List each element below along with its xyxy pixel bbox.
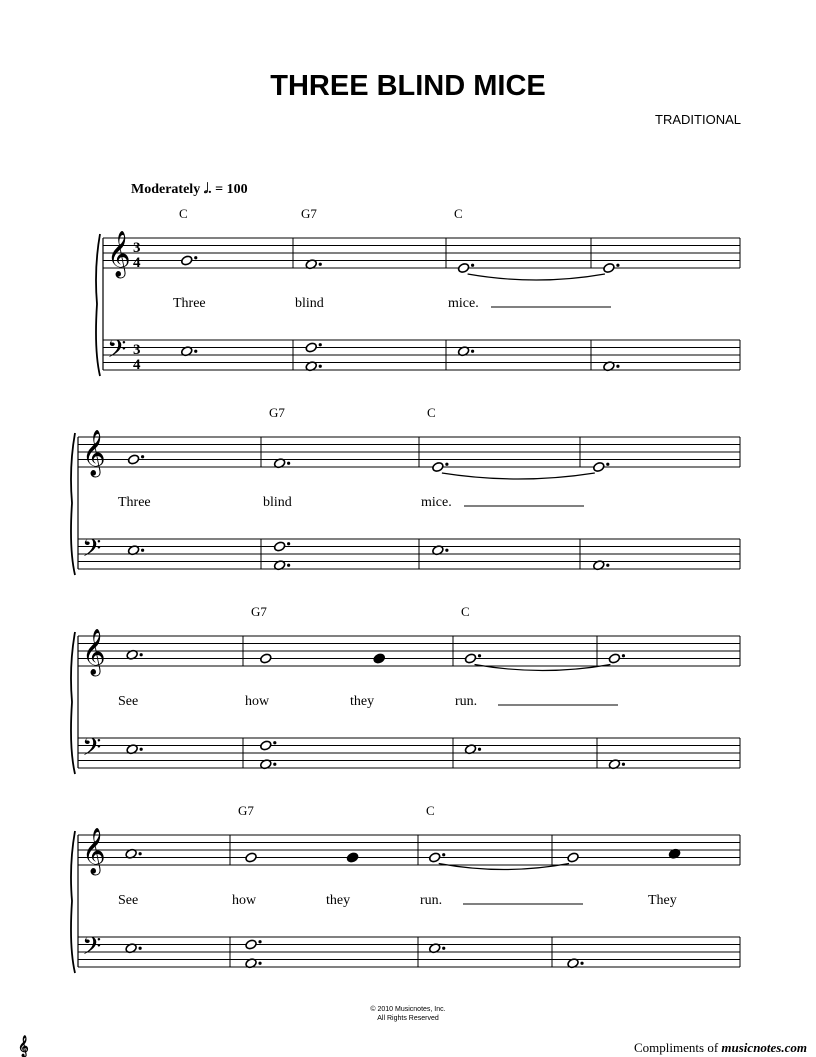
note-head	[432, 461, 445, 472]
bass-clef-icon: 𝄢	[82, 932, 102, 967]
bass-staff	[78, 539, 740, 569]
composer-credit: TRADITIONAL	[655, 112, 741, 127]
bass-staff	[103, 340, 740, 370]
note-head	[428, 852, 441, 863]
lyric-syllable: blind	[263, 495, 292, 510]
augmentation-dot	[194, 256, 197, 259]
augmentation-dot	[319, 365, 322, 368]
note-head	[259, 653, 272, 664]
lyric-syllable: blind	[295, 296, 324, 311]
treble-staff	[103, 238, 740, 268]
note-head	[245, 852, 258, 863]
lyric-syllable: they	[326, 893, 351, 908]
lyric-syllable: how	[245, 694, 270, 709]
note-head	[567, 852, 580, 863]
lyric-syllable: See	[118, 694, 139, 709]
augmentation-dot	[622, 763, 625, 766]
music-system	[71, 803, 740, 973]
augmentation-dot	[478, 654, 481, 657]
treble-clef-icon: 𝄞	[82, 629, 106, 675]
lyric-syllable: Three	[173, 296, 206, 311]
lyric-syllable: they	[350, 694, 375, 709]
treble-clef-icon: 𝄞	[107, 231, 131, 277]
augmentation-dot	[258, 940, 261, 943]
augmentation-dot	[445, 463, 448, 466]
tempo-bpm: = 100	[215, 182, 248, 197]
note-head	[127, 454, 140, 465]
time-signature-denominator: 4	[133, 255, 141, 271]
augmentation-dot	[258, 962, 261, 965]
lyric-syllable: Three	[118, 495, 151, 510]
chord-symbol: G7	[301, 206, 317, 221]
note-head	[346, 852, 359, 863]
chord-symbol: C	[454, 206, 463, 221]
chord-symbol: C	[427, 405, 436, 420]
augmentation-dot	[616, 264, 619, 267]
note-head	[180, 255, 193, 266]
chord-symbol: G7	[269, 405, 285, 420]
augmentation-dot	[287, 462, 290, 465]
music-system	[71, 604, 740, 774]
footer-credit	[634, 1040, 807, 1056]
lyric-syllable: See	[118, 893, 139, 908]
augmentation-dot	[606, 463, 609, 466]
tie	[468, 274, 605, 280]
tie	[442, 473, 595, 479]
treble-clef-icon: 𝄞	[82, 828, 106, 874]
augmentation-dot	[287, 542, 290, 545]
rights-line: All Rights Reserved	[377, 1015, 439, 1022]
augmentation-dot	[471, 350, 474, 353]
note-head	[608, 653, 621, 664]
time-signature-numerator: 3	[133, 342, 141, 358]
augmentation-dot	[442, 853, 445, 856]
time-signature-denominator: 4	[133, 357, 141, 373]
augmentation-dot	[140, 653, 143, 656]
augmentation-dot	[616, 365, 619, 368]
lyric-syllable: mice.	[448, 296, 479, 311]
musicnotes-logo-icon: 𝄞	[18, 1036, 29, 1057]
bass-clef-icon: 𝄢	[107, 335, 127, 370]
augmentation-dot	[141, 549, 144, 552]
bass-staff	[78, 738, 740, 768]
copyright-line: © 2010 Musicnotes, Inc.	[370, 1006, 446, 1013]
treble-clef-icon: 𝄞	[82, 430, 106, 476]
footer-site-link[interactable]: musicnotes.com	[721, 1040, 807, 1055]
music-system	[71, 405, 740, 575]
bass-clef-icon: 𝄢	[82, 733, 102, 768]
augmentation-dot	[273, 763, 276, 766]
lyric-syllable: They	[648, 893, 677, 908]
note-head	[245, 939, 258, 950]
lyric-syllable: how	[232, 893, 257, 908]
augmentation-dot	[139, 852, 142, 855]
treble-note	[567, 852, 580, 863]
note-head	[592, 461, 605, 472]
lyric-syllable: mice.	[421, 495, 452, 510]
brace-icon	[71, 831, 75, 973]
note-head	[259, 740, 272, 751]
augmentation-dot	[140, 748, 143, 751]
chord-symbol: G7	[238, 803, 254, 818]
note-head	[305, 342, 318, 353]
augmentation-dot	[319, 263, 322, 266]
chord-symbol: G7	[251, 604, 267, 619]
treble-note	[259, 653, 272, 664]
treble-staff	[78, 437, 740, 467]
bass-staff	[78, 937, 740, 967]
bass-clef-icon: 𝄢	[82, 534, 102, 569]
chord-symbol: C	[426, 803, 435, 818]
augmentation-dot	[606, 564, 609, 567]
time-signature-numerator: 3	[133, 240, 141, 256]
note-head	[464, 653, 477, 664]
song-title: THREE BLIND MICE	[270, 70, 546, 102]
treble-staff	[78, 636, 740, 666]
augmentation-dot	[319, 343, 322, 346]
dotted-half-note-icon: 𝅗𝅥.	[203, 182, 212, 197]
note-head	[457, 262, 470, 273]
treble-note	[373, 653, 386, 664]
treble-staff	[78, 835, 740, 865]
augmentation-dot	[442, 947, 445, 950]
lyric-syllable: run.	[455, 694, 478, 709]
augmentation-dot	[141, 455, 144, 458]
lyric-syllable: run.	[420, 893, 443, 908]
music-system	[96, 206, 740, 376]
augmentation-dot	[471, 264, 474, 267]
note-head	[373, 653, 386, 664]
brace-icon	[71, 632, 75, 774]
augmentation-dot	[139, 947, 142, 950]
copyright-notice	[0, 1005, 816, 1023]
augmentation-dot	[580, 962, 583, 965]
augmentation-dot	[445, 549, 448, 552]
tie	[439, 864, 569, 870]
chord-symbol: C	[179, 206, 188, 221]
note-head	[273, 541, 286, 552]
treble-note	[245, 852, 258, 863]
augmentation-dot	[287, 564, 290, 567]
footer-prefix: Compliments of	[634, 1040, 719, 1055]
augmentation-dot	[194, 350, 197, 353]
augmentation-dot	[273, 741, 276, 744]
note-head	[603, 262, 616, 273]
tie	[475, 665, 611, 671]
augmentation-dot	[478, 748, 481, 751]
chord-symbol: C	[461, 604, 470, 619]
treble-note	[346, 852, 359, 863]
augmentation-dot	[622, 654, 625, 657]
tempo-text: Moderately	[131, 182, 201, 197]
brace-icon	[96, 234, 100, 376]
brace-icon	[71, 433, 75, 575]
